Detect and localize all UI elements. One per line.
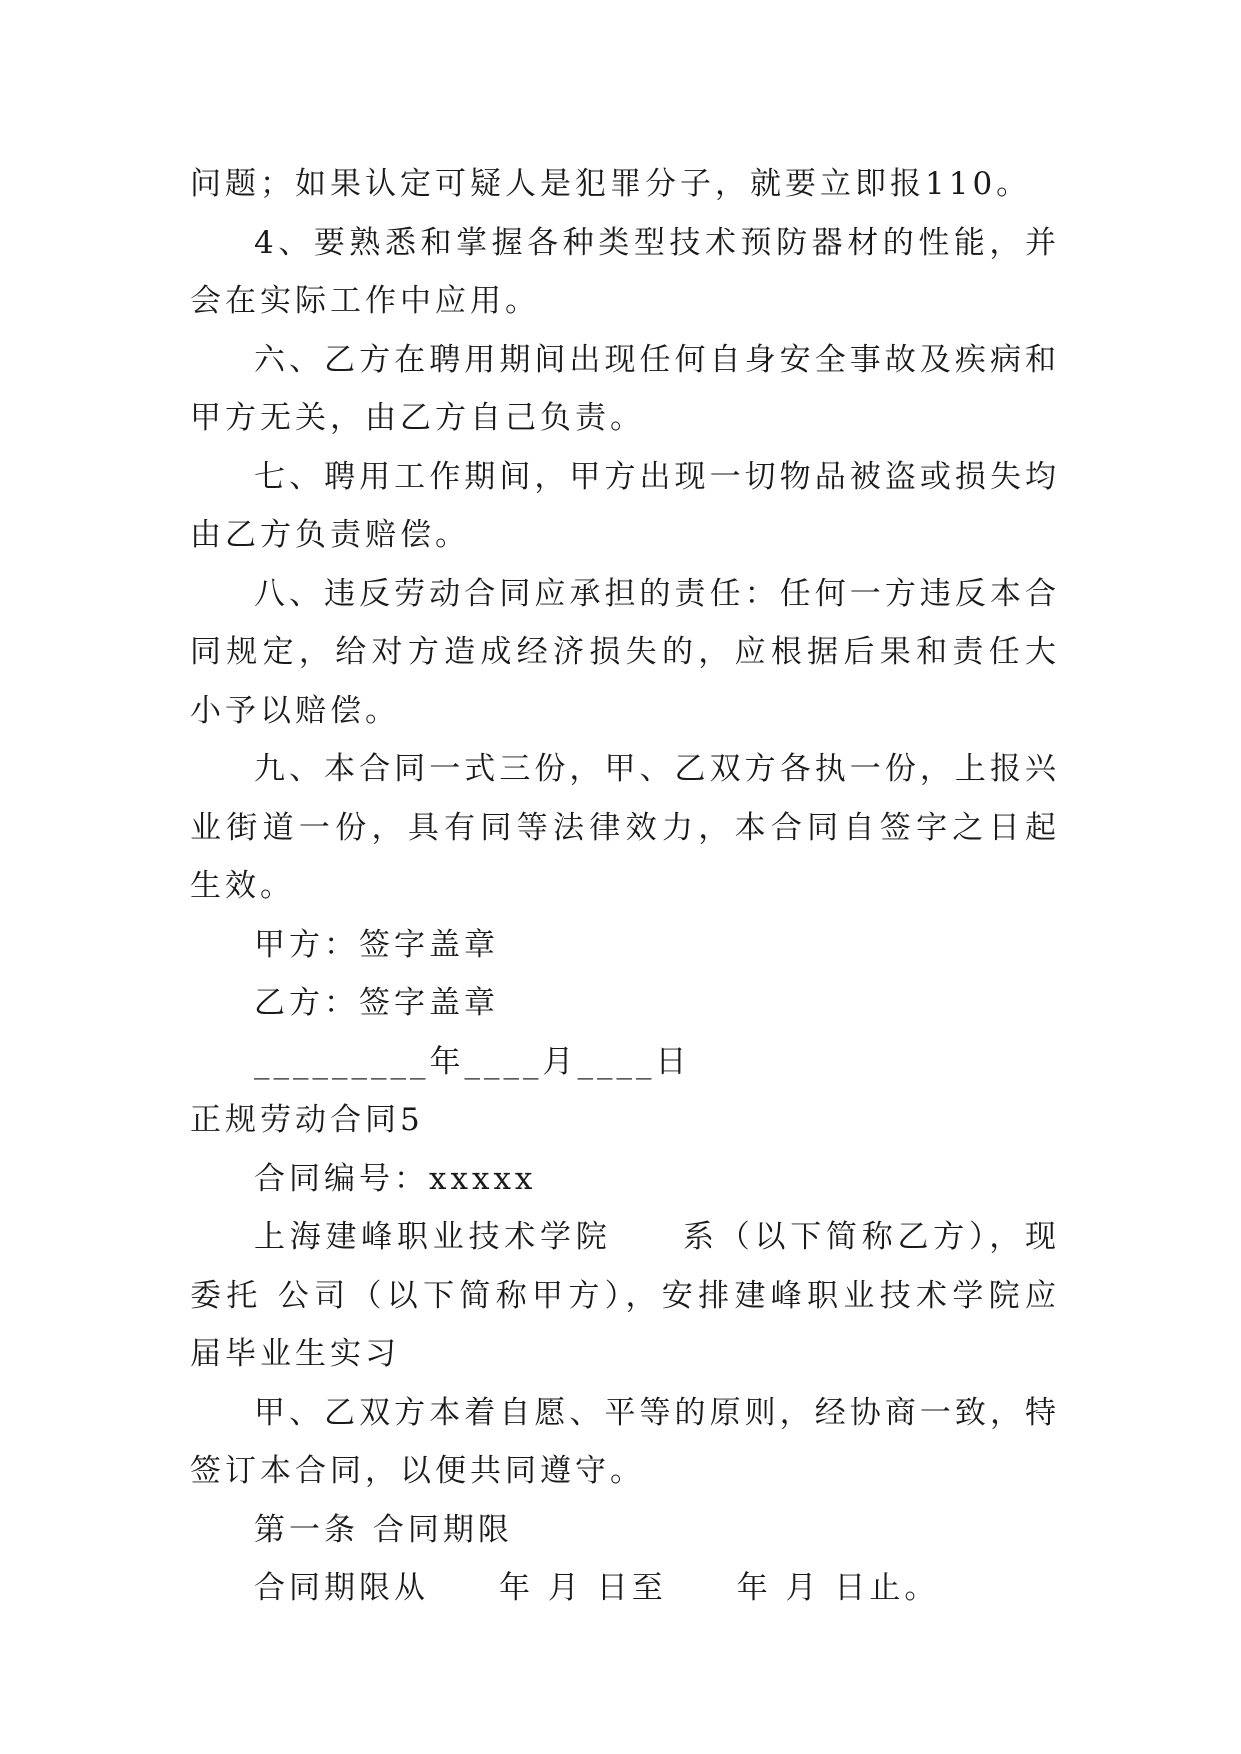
document-body xyxy=(190,155,1060,1618)
party-b-signature: 乙方：签字盖章 xyxy=(254,985,499,1021)
contract-term: 合同期限从 年 月 日至 年 月 日止。 xyxy=(254,1570,940,1606)
paragraph-continuation: 问题；如果认定可疑人是犯罪分子，就要立即报110。 xyxy=(190,166,1032,202)
section-title: 正规劳动合同5 xyxy=(190,1102,424,1138)
paragraph-clause-7: 七、聘用工作期间，甲方出现一切物品被盗或损失均由乙方负责赔偿。 xyxy=(190,458,1060,553)
paragraph-item-4: 4、要熟悉和掌握各种类型技术预防器材的性能，并会在实际工作中应用。 xyxy=(190,224,1060,319)
date-line: _________年____月____日 xyxy=(254,1043,691,1080)
paragraph-clause-8: 八、违反劳动合同应承担的责任：任何一方违反本合同规定，给对方造成经济损失的，应根据后果和责任大小予以赔偿。 xyxy=(190,575,1060,729)
party-a-signature: 甲方：签字盖章 xyxy=(254,926,499,963)
paragraph-clause-6: 六、乙方在聘用期间出现任何自身安全事故及疾病和甲方无关，由乙方自己负责。 xyxy=(190,341,1060,436)
paragraph-principles: 甲、乙双方本着自愿、平等的原则，经协商一致，特签订本合同，以便共同遵守。 xyxy=(190,1394,1060,1489)
paragraph-parties: 上海建峰职业技术学院 系（以下简称乙方），现委托 公司（以下简称甲方），安排建峰职业技术学院应届毕业生实习 xyxy=(190,1219,1060,1372)
article-1-heading: 第一条 合同期限 xyxy=(254,1511,513,1548)
contract-number: 合同编号：xxxxx xyxy=(254,1160,537,1197)
paragraph-clause-9: 九、本合同一式三份，甲、乙双方各执一份，上报兴业街道一份，具有同等法律效力，本合同自签字之日起生效。 xyxy=(190,751,1060,904)
